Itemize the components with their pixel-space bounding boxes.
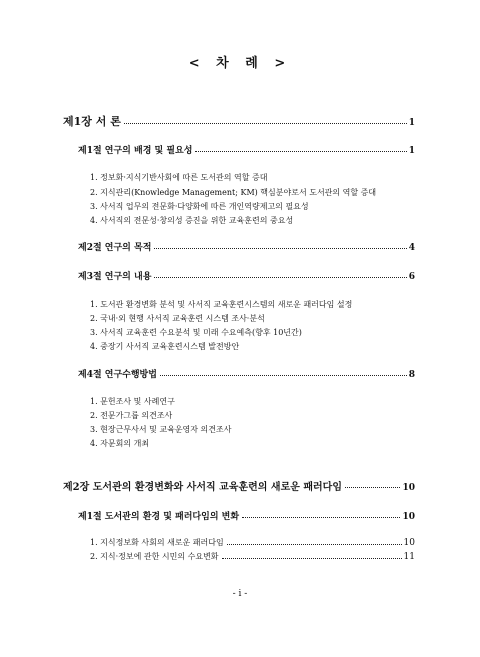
toc-item[interactable]: 3. 현장근무사서 및 교육운영자 의견조사 xyxy=(90,425,232,434)
toc-section-2-1[interactable] xyxy=(78,509,415,522)
toc-entry-label: 제1절 연구의 배경 및 필요성 xyxy=(78,146,193,156)
page-footer-number: - i - xyxy=(232,589,248,599)
toc-item[interactable]: 4. 중장기 사서직 교육훈련시스템 발전방안 xyxy=(90,342,240,351)
dot-leader xyxy=(124,123,407,124)
toc-item[interactable]: 4. 자문회의 개최 xyxy=(90,439,150,448)
toc-page-number: 4 xyxy=(408,243,415,253)
toc-page-number: 10 xyxy=(403,538,415,548)
dot-leader xyxy=(154,277,406,278)
toc-page-number: 10 xyxy=(402,512,415,522)
toc-page-number: 1 xyxy=(408,146,415,156)
toc-section-1-1[interactable] xyxy=(78,143,415,156)
toc-section-1-4[interactable] xyxy=(78,367,415,380)
toc-chapter-2[interactable] xyxy=(63,478,415,493)
toc-entry-label: 제1절 도서관의 환경 및 패러다임의 변화 xyxy=(78,512,240,522)
toc-title: < 차 례 > xyxy=(188,56,292,71)
dot-leader xyxy=(154,248,406,249)
dot-leader xyxy=(242,517,400,518)
toc-item[interactable]: 2. 국내·외 현행 사서직 교육훈련 시스템 조사·분석 xyxy=(90,314,265,323)
toc-item[interactable]: 2. 지식관리(Knowledge Management; KM) 핵심분야로서 도서관의 역할 증대 xyxy=(90,188,377,197)
toc-item[interactable]: 1. 문헌조사 및 사례연구 xyxy=(90,397,175,406)
toc-section-1-2[interactable] xyxy=(78,240,415,253)
toc-section-1-3[interactable] xyxy=(78,269,415,282)
toc-item[interactable]: 2. 전문가그룹 의견조사 xyxy=(90,411,173,420)
toc-entry-label: 1. 지식정보화 사회의 새로운 패러다임 xyxy=(90,538,224,547)
toc-page-number: 1 xyxy=(408,118,415,128)
toc-item[interactable]: 1. 정보화·지식기반사회에 따른 도서관의 역할 증대 xyxy=(90,173,268,182)
toc-item[interactable]: 3. 사서직 교육훈련 수요분석 및 미래 수요예측(향후 10년간) xyxy=(90,328,302,337)
toc-entry-label: 2. 지식·정보에 관한 시민의 수요변화 xyxy=(90,552,219,561)
toc-entry-label: 제2장 도서관의 환경변화와 사서직 교육훈련의 새로운 패러다임 xyxy=(63,482,343,493)
toc-page-number: 6 xyxy=(408,272,415,282)
dot-leader xyxy=(227,544,402,545)
toc-item-with-page[interactable] xyxy=(90,551,415,562)
toc-entry-label: 제2절 연구의 목적 xyxy=(78,243,152,253)
toc-entry-label: 제1장 서 론 xyxy=(63,115,121,128)
toc-page-number: 11 xyxy=(403,552,415,562)
toc-page-number: 10 xyxy=(402,483,415,493)
toc-item-with-page[interactable] xyxy=(90,537,415,548)
dot-leader xyxy=(345,487,400,488)
toc-item[interactable]: 1. 도서관 환경변화 분석 및 사서직 교육훈련시스템의 새로운 패러다임 설정 xyxy=(90,300,353,309)
toc-item[interactable]: 3. 사서직 업무의 전문화·다양화에 따른 개인역량제고의 필요성 xyxy=(90,202,309,211)
toc-page-number: 8 xyxy=(408,370,415,380)
dot-leader xyxy=(222,558,402,559)
toc-item[interactable]: 4. 사서직의 전문성·창의성 증진을 위한 교육훈련의 중요성 xyxy=(90,216,294,225)
toc-entry-label: 제4절 연구수행방법 xyxy=(78,370,157,380)
dot-leader xyxy=(195,151,406,152)
toc-chapter-1[interactable] xyxy=(63,113,415,129)
dot-leader xyxy=(160,375,407,376)
toc-entry-label: 제3절 연구의 내용 xyxy=(78,272,152,282)
